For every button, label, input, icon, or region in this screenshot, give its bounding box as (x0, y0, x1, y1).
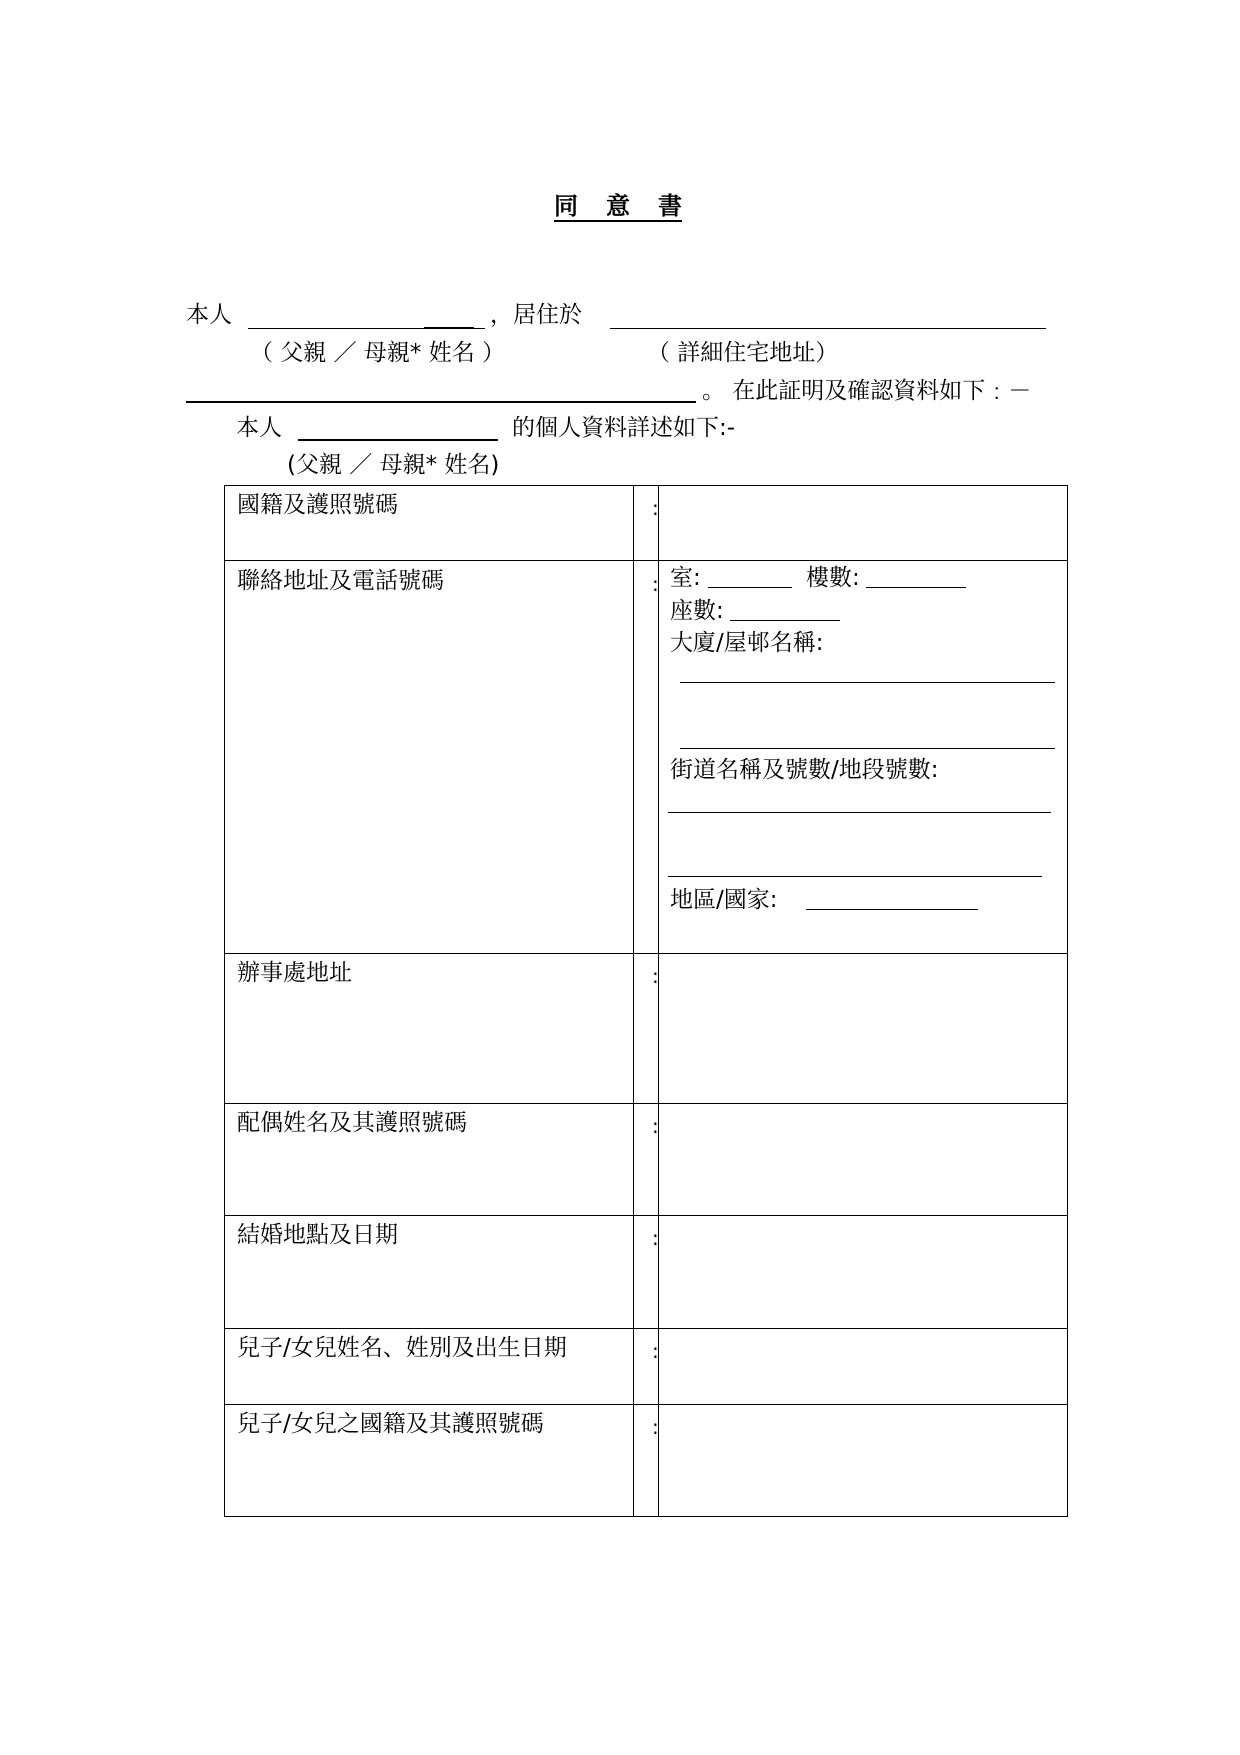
parent-name-blank-tail (424, 327, 474, 329)
field-room-label: 室: (670, 565, 701, 591)
field-building-blank-2[interactable] (680, 748, 1055, 749)
row-label-nationality-passport: 國籍及護照號碼 (237, 492, 398, 518)
row-label-spouse-name-passport: 配偶姓名及其護照號碼 (237, 1110, 467, 1136)
certify-statement: 。 在此証明及確認資料如下﹕－ (702, 378, 1032, 404)
parent-name-note: （ 父親 ／ 母親* 姓名 ） (250, 340, 506, 366)
field-floor-label: 樓數: (806, 565, 860, 591)
row-colon: : (652, 572, 659, 596)
field-block-blank[interactable] (730, 620, 840, 621)
field-region-label: 地區/國家: (670, 887, 778, 913)
field-street-blank-1[interactable] (668, 812, 1051, 813)
address-note: （ 詳細住宅地址） (647, 340, 839, 366)
residential-address-blank[interactable] (610, 328, 1046, 329)
value-marriage-place-date[interactable] (660, 1217, 1066, 1327)
field-region-blank[interactable] (806, 909, 978, 910)
title-char-3: 書 (658, 192, 682, 220)
row-label-office-address: 辦事處地址 (237, 960, 352, 986)
value-nationality-passport[interactable] (660, 487, 1066, 559)
value-children-nationality-passport[interactable] (660, 1406, 1066, 1515)
address-continuation-blank[interactable] (186, 401, 696, 403)
row-colon: : (652, 1415, 659, 1439)
row-label-children-name-sex-dob: 兒子/女兒姓名、姓別及出生日期 (237, 1335, 567, 1361)
value-office-address[interactable] (660, 955, 1066, 1102)
field-block-label: 座數: (670, 598, 724, 624)
row-colon: : (652, 496, 659, 520)
field-street-blank-2[interactable] (668, 876, 1042, 877)
title-char-1: 同 (554, 192, 578, 220)
row-label-marriage-place-date: 結婚地點及日期 (237, 1222, 398, 1248)
row-colon: : (652, 1339, 659, 1363)
field-building-blank-1[interactable] (680, 682, 1055, 683)
row-colon: : (652, 964, 659, 988)
field-floor-blank[interactable] (866, 587, 966, 588)
field-room-blank[interactable] (708, 587, 792, 588)
row-colon: : (652, 1114, 659, 1138)
title-char-2: 意 (606, 192, 630, 220)
intro-reside: ，居住於 (490, 302, 582, 328)
row-label-contact-address-phone: 聯絡地址及電話號碼 (237, 568, 444, 594)
value-spouse-name-passport[interactable] (660, 1105, 1066, 1214)
document-title (554, 194, 682, 222)
parent-name-note-2: (父親 ／ 母親* 姓名) (287, 452, 500, 478)
intro-ben-ren: 本人 (186, 302, 232, 328)
parent-name-blank-2[interactable] (298, 439, 498, 441)
details-statement: 的個人資料詳述如下:- (512, 415, 736, 441)
row-label-children-nationality-passport: 兒子/女兒之國籍及其護照號碼 (237, 1411, 544, 1437)
value-children-name-sex-dob[interactable] (660, 1330, 1066, 1403)
details-ben-ren: 本人 (236, 415, 282, 441)
row-colon: : (652, 1226, 659, 1250)
field-street-label: 街道名稱及號數/地段號數: (670, 757, 939, 783)
field-building-label: 大廈/屋邨名稱: (670, 630, 824, 656)
